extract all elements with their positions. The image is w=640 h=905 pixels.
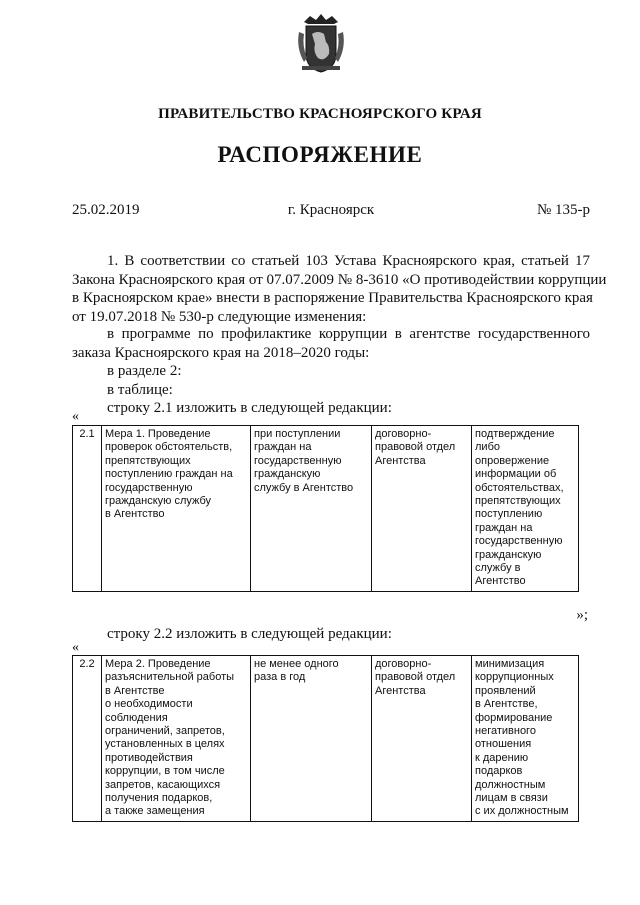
paragraph-2-line: заказа Красноярского края на 2018–2020 годы: — [72, 344, 370, 361]
measure-cell: Мера 2. Проведение разъяснительной работы в Агентстве о необходимости соблюдения ограничений, запретов, установленных в целях противодействия коррупции, в том числе запретов, касающихся получения подарков, а также замещения — [102, 656, 251, 822]
paragraph-2 — [72, 325, 590, 418]
paragraph-1 — [72, 252, 607, 326]
quote-open: « — [72, 640, 79, 655]
timing-cell: при поступлении граждан на государственную гражданскую службу в Агентство — [251, 426, 372, 592]
quote-close: »; — [576, 607, 588, 623]
in-table-line: в таблице: — [107, 381, 173, 398]
executor-cell: договорно- правовой отдел Агентства — [372, 426, 472, 592]
row-number: 2.1 — [73, 426, 102, 592]
document-type: РАСПОРЯЖЕНИЕ — [217, 142, 423, 167]
paragraph-1-line: от 19.07.2018 № 530-р следующие изменения: — [72, 308, 367, 325]
document-number: № 135-р — [536, 202, 590, 218]
paragraph-1-line: в Красноярском крае» внести в распоряжение Правительства Красноярского края — [72, 290, 593, 307]
document-date: 25.02.2019 — [72, 202, 140, 218]
measure-cell: Мера 1. Проведение проверок обстоятельств, препятствующих поступлению граждан на государственную гражданскую службу в Агентство — [102, 426, 251, 592]
table-row — [73, 656, 579, 822]
table-row — [73, 426, 579, 592]
quote-open: « — [72, 409, 79, 424]
document-meta — [72, 202, 590, 222]
executor-cell: договорно- правовой отдел Агентства — [372, 656, 472, 822]
row-2-1-intro: строку 2.1 изложить в следующей редакции: — [107, 400, 392, 417]
result-cell: минимизация коррупционных проявлений в Агентстве, формирование негативного отношения к дарению подарков должностным лицам в связи с их должностным — [472, 656, 579, 822]
row-number: 2.2 — [73, 656, 102, 822]
paragraph-1-line: 1. В соответствии со статьей 103 Устава Красноярского края, статьей 17 — [107, 253, 590, 269]
table-row-2-1 — [72, 425, 579, 592]
timing-cell: не менее одного раза в год — [251, 656, 372, 822]
row-2-2-intro: строку 2.2 изложить в следующей редакции: — [107, 626, 392, 642]
section-line: в разделе 2: — [107, 363, 182, 380]
result-cell: подтверждение либо опровержение информации об обстоятельствах, препятствующих поступлению граждан на государственную гражданскую службу в Агентство — [472, 426, 579, 592]
document-city: г. Красноярск — [287, 202, 375, 218]
organization-title: ПРАВИТЕЛЬСТВО КРАСНОЯРСКОГО КРАЯ — [158, 106, 482, 122]
table-row-2-2 — [72, 655, 579, 822]
paragraph-2-line: в программе по профилактике коррупции в агентстве государственного — [107, 326, 590, 342]
paragraph-1-line: Закона Красноярского края от 07.07.2009 № 8-3610 «О противодействии коррупции — [72, 271, 607, 288]
krasnoyarsk-coat-of-arms-icon — [296, 12, 346, 74]
row-2-2-intro-block — [72, 625, 590, 644]
